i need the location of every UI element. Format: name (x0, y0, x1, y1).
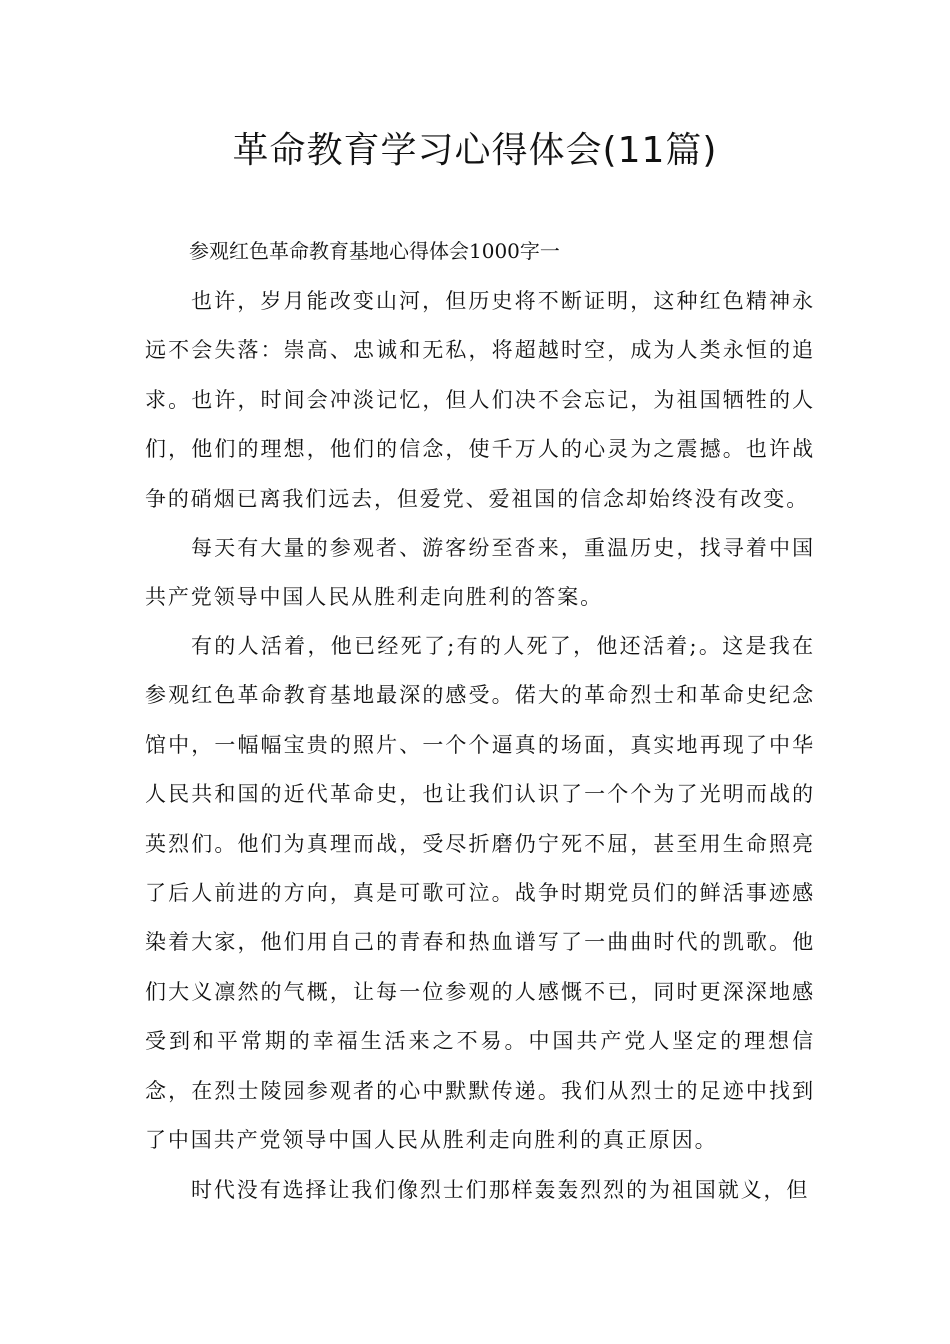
document-title: 革命教育学习心得体会(11篇) (232, 130, 718, 171)
paragraph-2: 每天有大量的参观者、游客纷至沓来，重温历史，找寻着中国共产党领导中国人民从胜利走向胜利的答案。 (145, 536, 815, 610)
paragraph-1: 也许，岁月能改变山河，但历史将不断证明，这种红色精神永远不会失落：崇高、忠诚和无私，将超越时空，成为人类永恒的追求。也许，时间会冲淡记忆，但人们决不会忘记，为祖国牺牲的人们，他们的理想，他们的信念，使千万人的心灵为之震撼。也许战争的硝烟已离我们远去，但爱党、爱祖国的信念却始终没有改变。 (145, 289, 815, 511)
section-heading: 参观红色革命教育基地心得体会1000字一 (189, 239, 560, 263)
paragraph-3: 有的人活着，他已经死了;有的人死了，他还活着;。这是我在参观红色革命教育基地最深的感受。偌大的革命烈士和革命史纪念馆中，一幅幅宝贵的照片、一个个逼真的场面，真实地再现了中华人民共和国的近代革命史，也让我们认识了一个个为了光明而战的英烈们。他们为真理而战，受尽折磨仍宁死不屈，甚至用生命照亮了后人前进的方向，真是可歌可泣。战争时期党员们的鲜活事迹感染着大家，他们用自己的青春和热血谱写了一曲曲时代的凯歌。他们大义凛然的气概，让每一位参观的人感慨不已，同时更深深地感受到和平常期的幸福生活来之不易。中国共产党人坚定的理想信念，在烈士陵园参观者的心中默默传递。我们从烈士的足迹中找到了中国共产党领导中国人民从胜利走向胜利的真正原因。 (145, 634, 815, 1153)
paragraph-4: 时代没有选择让我们像烈士们那样轰轰烈烈的为祖国就义，但 (191, 1178, 810, 1202)
